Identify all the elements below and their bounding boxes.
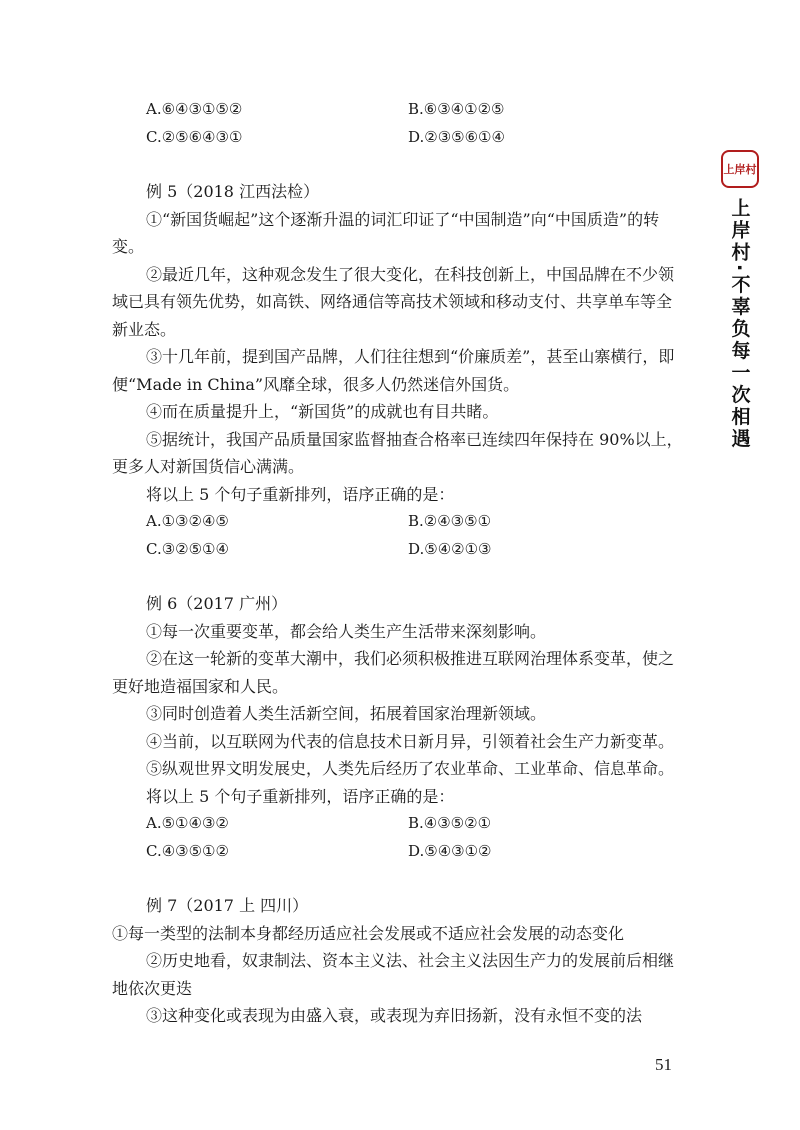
options-row bbox=[112, 536, 687, 564]
sentence-4: ④当前，以互联网为代表的信息技术日新月异，引领着社会生产力新变革。 bbox=[146, 731, 675, 751]
question-prompt: 将以上 5 个句子重新排列，语序正确的是： bbox=[146, 484, 455, 504]
page-body bbox=[112, 96, 687, 1030]
sentence-4: ④而在质量提升上，“新国货”的成就也有目共睹。 bbox=[146, 402, 499, 421]
option-d: D.⑤④③①② bbox=[408, 841, 492, 860]
option-a: A.①③②④⑤ bbox=[146, 512, 229, 530]
option-c: C.②⑤⑥④③① bbox=[146, 127, 243, 146]
sentence-1: ①每一类型的法制本身都经历适应社会发展或不适应社会发展的动态变化 bbox=[112, 923, 625, 943]
sentence-5: ⑤纵观世界文明发展史，人类先后经历了农业革命、工业革命、信息革命。 bbox=[146, 759, 675, 778]
option-a: A.⑤①④③② bbox=[146, 814, 229, 832]
sentence-5: ⑤据统计，我国产品质量国家监督抽查合格率已连续四年保持在 90%以上，更多人对新国货信心满满。 bbox=[112, 429, 683, 476]
option-d: D.⑤④②①③ bbox=[408, 539, 492, 558]
option-c: C.④③⑤①② bbox=[146, 841, 229, 860]
sentence-2: ②历史地看，奴隶制法、资本主义法、社会主义法因生产力的发展前后相继地依次更迭 bbox=[112, 951, 675, 998]
options-row bbox=[112, 508, 687, 536]
page-number: 51 bbox=[655, 1055, 672, 1074]
sentence-3: ③同时创造着人类生活新空间，拓展着国家治理新领域。 bbox=[146, 704, 547, 723]
option-d: D.②③⑤⑥①④ bbox=[408, 127, 505, 146]
sentence-2: ②最近几年，这种观念发生了很大变化，在科技创新上，中国品牌在不少领域已具有领先优势，如高铁、网络通信等高技术领域和移动支付、共享单车等全新业态。 bbox=[112, 264, 675, 339]
example-5-title: 例 5（2018 江西法检） bbox=[146, 182, 320, 201]
options-row bbox=[112, 96, 687, 124]
options-row bbox=[112, 124, 687, 152]
option-b: B.⑥③④①②⑤ bbox=[408, 100, 505, 118]
sentence-1: ①每一次重要变革，都会给人类生产生活带来深刻影响。 bbox=[146, 621, 547, 641]
example-7-title: 例 7（2017 上 四川） bbox=[146, 896, 309, 915]
question-prompt: 将以上 5 个句子重新排列，语序正确的是： bbox=[146, 786, 455, 806]
sentence-3: ③十几年前，提到国产品牌，人们往往想到“价廉质差”，甚至山寨横行，即便“Made in China”风靡全球，很多人仍然迷信外国货。 bbox=[112, 347, 675, 394]
sentence-1: ①“新国货崛起”这个逐渐升温的词汇印证了“中国制造”向“中国质造”的转变。 bbox=[112, 209, 660, 256]
sentence-3: ③这种变化或表现为由盛入衰，或表现为弃旧扬新，没有永恒不变的法 bbox=[146, 1006, 643, 1025]
brand-seal: 上岸村 bbox=[721, 150, 759, 188]
option-b: B.④③⑤②① bbox=[408, 814, 492, 832]
options-row bbox=[112, 810, 687, 838]
sidebar-brand bbox=[720, 150, 760, 450]
option-b: B.②④③⑤① bbox=[408, 512, 492, 530]
options-row bbox=[112, 838, 687, 866]
brand-slogan: 上岸村·不辜负每一次相遇 bbox=[728, 198, 751, 451]
option-a: A.⑥④③①⑤② bbox=[146, 100, 243, 118]
sentence-2: ②在这一轮新的变革大潮中，我们必须积极推进互联网治理体系变革，使之更好地造福国家和人民。 bbox=[112, 649, 675, 696]
option-c: C.③②⑤①④ bbox=[146, 539, 229, 558]
example-6-title: 例 6（2017 广州） bbox=[146, 594, 288, 613]
